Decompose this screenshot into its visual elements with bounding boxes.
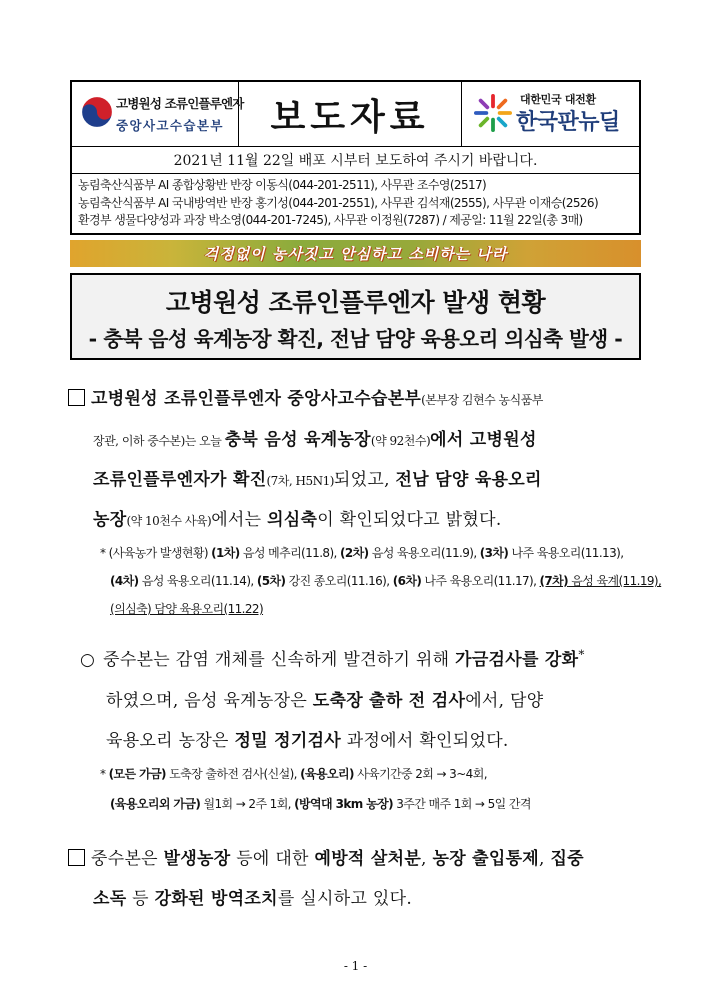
inspection-detail: 도축장 출하전 검사(신설),: [165, 767, 301, 781]
outbreak-number: (5차): [256, 574, 286, 588]
contact-line-3: 환경부 생물다양성과 과장 박소영(044-201-7245), 사무관 이정원(7287) / 제공일: 11월 22일(총 3매): [78, 213, 583, 227]
para3-line1: [68, 844, 584, 869]
para3-text: 강화된 방역조치: [154, 889, 278, 909]
para3-line2: [93, 884, 412, 909]
page-number: - 1 -: [343, 959, 368, 973]
new-deal-title: 한국판뉴딜: [516, 110, 620, 135]
headline-title: 고병원성 조류인플루엔자 발생 현황: [165, 288, 546, 317]
contact-line-2: 농림축산식품부 AI 국내방역반 반장 홍기성(044-201-2551), 사무관 김석재(2555), 사무관 이재승(2526): [78, 195, 599, 210]
para1-text: (본부장 김현수 농식품부: [421, 393, 543, 407]
outbreak-detail: 음성 육용오리(11.14),: [138, 574, 257, 588]
para1-text: 이 확인되었다고 밝혔다.: [317, 510, 502, 530]
outbreak-detail: 음성 육용오리(11.9),: [368, 546, 480, 560]
outbreak-detail: 음성 육계(11.19),: [568, 574, 662, 588]
headline-box: [70, 273, 641, 360]
para2-text: 가금검사를 강화: [455, 650, 579, 670]
org-name-line2: 중앙사고수습본부: [116, 118, 224, 133]
para3-text: 예방적 살처분: [314, 849, 422, 869]
para3-text: 중수본은: [91, 849, 164, 869]
para2-line3: [106, 726, 509, 751]
doc-title: 보도자료: [270, 96, 430, 138]
outbreak-number: (7차): [539, 574, 569, 588]
para3-text: ,: [421, 849, 433, 869]
note1-intro: (사육농가 발생현황): [108, 546, 212, 560]
para1-line1: [68, 384, 543, 409]
para2-text: 과정에서 확인되었다.: [341, 731, 509, 751]
para2-text: 에서, 담양: [465, 691, 544, 711]
outbreak-number: (1차): [211, 546, 240, 560]
outbreak-detail: 음성 메추리(11.8),: [239, 546, 340, 560]
para3-text: 집중: [550, 849, 584, 869]
para1-text: (약 10천수 사육): [126, 514, 212, 528]
outbreak-number: (3차): [479, 546, 509, 560]
para1-text: 고병원성 조류인플루엔자 중앙사고수습본부: [91, 389, 422, 409]
para2-text: 정밀 정기검사: [234, 731, 342, 751]
para2-line2: [106, 686, 544, 711]
taegeuk-emblem-icon: [80, 95, 114, 129]
outbreak-detail: 강진 종오리(11.16),: [285, 574, 393, 588]
inspection-category: (방역대 3km 농장): [294, 797, 394, 811]
para1-line3: [93, 465, 542, 490]
para3-text: 소독: [93, 889, 127, 909]
contact-line-1: 농림축산식품부 AI 종합상황반 반장 이동식(044-201-2511), 사무관 조수영(2517): [78, 178, 487, 192]
para2-text: 도축장 출하 전 검사: [312, 691, 466, 711]
inspection-category: (모든 가금): [108, 767, 166, 781]
inspection-detail: 월1회 → 2주 1회,: [200, 797, 295, 811]
org-name-line1: 고병원성 조류인플루엔자: [116, 96, 244, 111]
inspection-category: (육용오리): [300, 767, 354, 781]
para3-text: 등에 대한: [230, 849, 315, 869]
para3-text: 를 실시하고 있다.: [277, 889, 413, 909]
para3-text: 농장 출입통제: [432, 849, 540, 869]
para1-text: 되었고,: [333, 470, 396, 490]
slogan-banner: [70, 240, 641, 267]
para1-line2: [93, 425, 537, 450]
embargo-notice: 2021년 11월 22일 배포 시부터 보도하여 주시기 바랍니다.: [72, 146, 639, 174]
para1-text: 에서 고병원성: [430, 430, 537, 450]
outbreak-number: (6차): [392, 574, 422, 588]
footnote-star: *: [100, 546, 106, 560]
note1-line2: [110, 572, 661, 589]
footnote-star: *: [100, 767, 106, 781]
contact-list: [78, 177, 598, 230]
para2-line1: [80, 645, 585, 670]
footnote-star: *: [578, 647, 585, 662]
para2-text: 중수본는 감염 개체를 신속하게 발견하기 위해: [103, 650, 456, 670]
para3-text: ,: [539, 849, 551, 869]
outbreak-number: (2차): [339, 546, 369, 560]
headline-subtitle: - 충북 음성 육계농장 확진, 전남 담양 육용오리 의심축 발생 -: [88, 327, 623, 351]
inspection-detail: 3주간 매주 1회 → 5일 간격: [393, 797, 531, 811]
para1-line4: [93, 505, 502, 530]
para3-text: 발생농장: [163, 849, 231, 869]
outbreak-detail: 나주 육용오리(11.13),: [508, 546, 624, 560]
outbreak-detail: 나주 육용오리(11.17),: [421, 574, 540, 588]
note2-line1: [100, 765, 487, 782]
para1-text: 농장: [93, 510, 127, 530]
para2-text: 하였으며, 음성 육계농장은: [106, 691, 313, 711]
slogan-text: 걱정없이 농사짓고 안심하고 소비하는 나라: [203, 245, 508, 263]
new-deal-logo-cell: [462, 82, 639, 146]
header-top-row: [72, 82, 639, 147]
para1-text: 장관, 이하 중수본)는 오늘: [93, 434, 225, 448]
para1-text: 의심축: [267, 510, 318, 530]
new-deal-subtitle: 대한민국 대전환: [520, 93, 596, 106]
para1-text: 조류인플루엔자가 확진: [93, 470, 267, 490]
para1-text: 충북 음성 육계농장: [224, 430, 371, 450]
press-header-table: [70, 80, 641, 235]
doc-title-cell: [239, 82, 462, 146]
inspection-category: (육용오리외 가금): [110, 797, 201, 811]
outbreak-number: (4차): [110, 574, 139, 588]
ministry-logo-cell: [72, 82, 244, 146]
para1-text: 전남 담양 육용오리: [395, 470, 542, 490]
note2-line2: [110, 795, 531, 812]
circle-bullet-icon: ○: [80, 650, 96, 670]
para1-text: (7차, H5N1): [266, 474, 334, 488]
new-deal-logo-icon: [474, 94, 512, 132]
para3-text: 등: [126, 889, 155, 909]
square-bullet-icon: [68, 849, 85, 866]
square-bullet-icon: [68, 389, 85, 406]
para2-text: 육용오리 농장은: [106, 731, 235, 751]
para1-text: (약 92천수): [370, 434, 431, 448]
note1-line1: [100, 544, 623, 561]
inspection-detail: 사육기간중 2회 → 3~4회,: [353, 767, 487, 781]
note1-suspect: (의심축) 담양 육용오리(11.22): [110, 602, 264, 616]
para1-text: 에서는: [211, 510, 268, 530]
